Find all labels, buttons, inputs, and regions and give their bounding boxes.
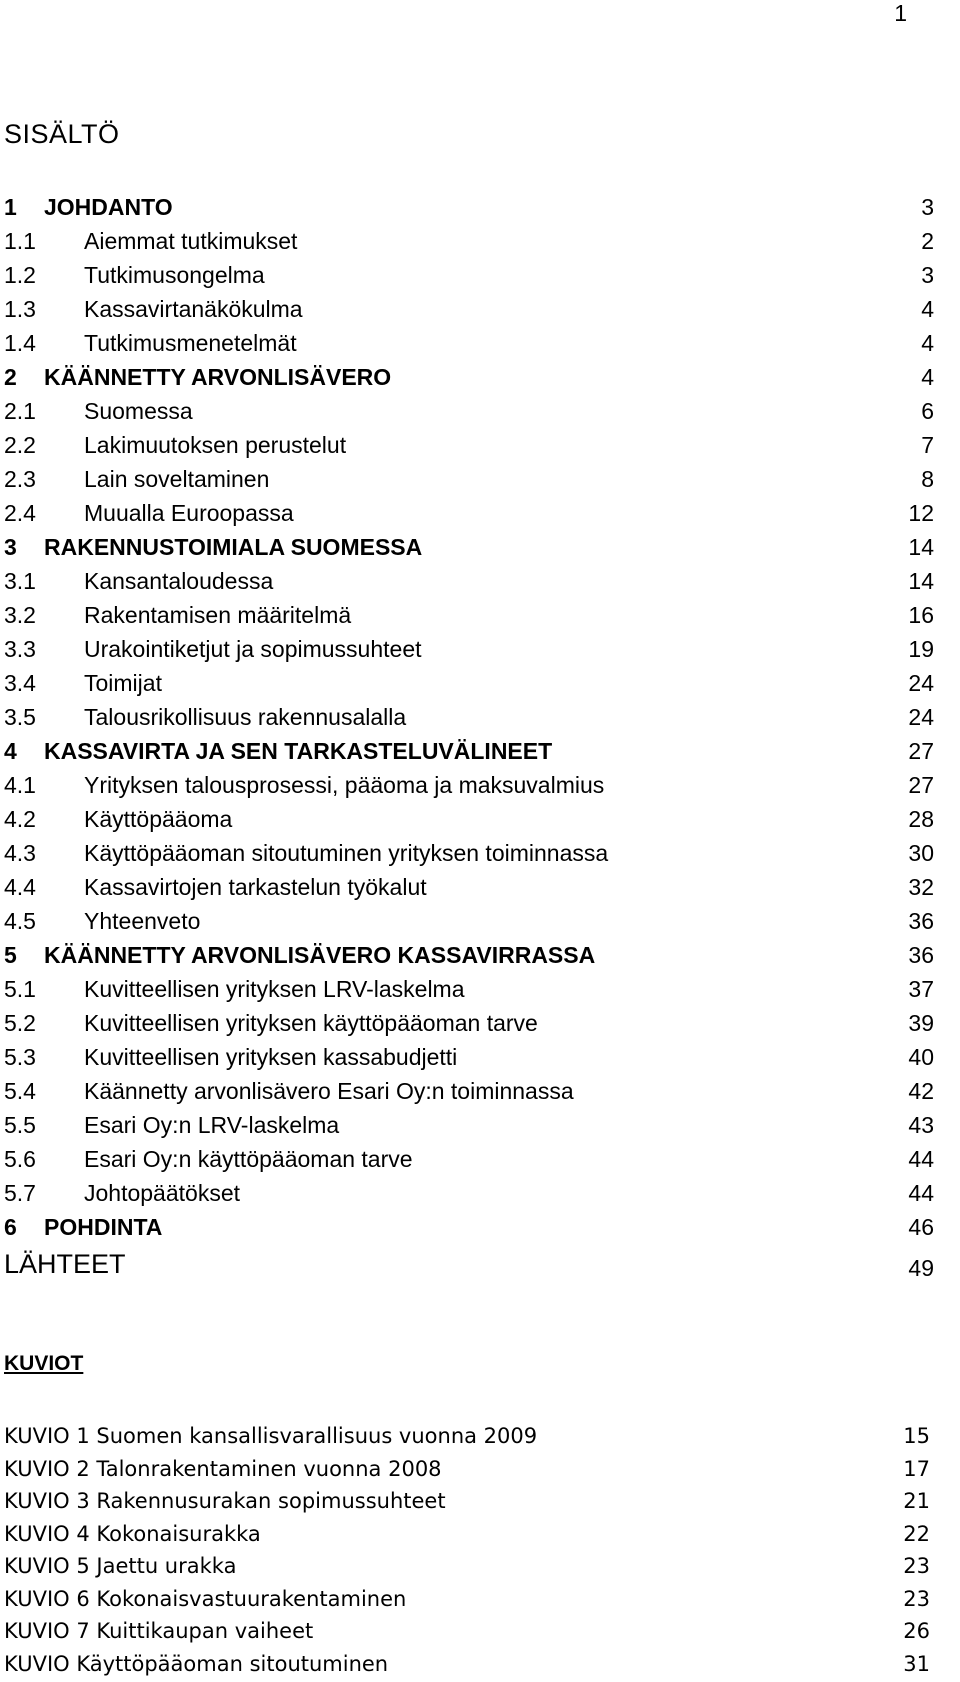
- toc-section-row[interactable]: [4, 258, 934, 292]
- toc-label: Tutkimusmenetelmät: [84, 330, 297, 356]
- toc-section-row[interactable]: [4, 224, 934, 258]
- toc-section-row[interactable]: [4, 496, 934, 530]
- toc-number: 5.1: [4, 976, 36, 1002]
- toc-number: 1: [4, 194, 17, 220]
- toc-label: Toimijat: [84, 670, 162, 696]
- toc-label: Kansantaloudessa: [84, 568, 274, 594]
- toc-number: 5.6: [4, 1146, 36, 1172]
- toc-page-number: 4: [921, 364, 934, 390]
- toc-references-label: LÄHTEET: [4, 1249, 126, 1279]
- figure-page-number: 23: [903, 1554, 930, 1578]
- toc-section-row[interactable]: [4, 1142, 934, 1176]
- toc-page-number: 37: [908, 976, 934, 1002]
- toc-page-number: 36: [908, 942, 934, 968]
- toc-page-number: 6: [921, 398, 934, 424]
- figure-list-row[interactable]: [4, 1583, 930, 1616]
- toc-number: 3.4: [4, 670, 36, 696]
- toc-section-row[interactable]: [4, 1176, 934, 1210]
- toc-page-number: 39: [908, 1010, 934, 1036]
- toc-page-number: 19: [908, 636, 934, 662]
- toc-references-row[interactable]: [4, 1244, 934, 1284]
- toc-page-number: 46: [908, 1214, 934, 1240]
- toc-label: Käyttöpääoman sitoutuminen yrityksen toiminnassa: [84, 840, 609, 866]
- toc-page-number: 3: [921, 262, 934, 288]
- toc-chapter-row[interactable]: [4, 190, 934, 224]
- figure-list-row[interactable]: [4, 1518, 930, 1551]
- figure-page-number: 15: [903, 1424, 930, 1448]
- figures-title: KUVIOT: [4, 1352, 84, 1375]
- figure-list-row[interactable]: [4, 1420, 930, 1453]
- toc-number: 2.4: [4, 500, 36, 526]
- figure-page-number: 22: [903, 1521, 930, 1546]
- toc-page-number: 44: [908, 1146, 934, 1172]
- toc-section-row[interactable]: [4, 598, 934, 632]
- toc-number: 4.1: [4, 772, 36, 798]
- toc-chapter-row[interactable]: [4, 1210, 934, 1244]
- toc-label: Rakentamisen määritelmä: [84, 602, 352, 628]
- toc-section-row[interactable]: [4, 836, 934, 870]
- toc-number: 2.1: [4, 398, 36, 424]
- toc-page-number: 14: [908, 568, 934, 594]
- toc-number: 5.5: [4, 1112, 36, 1138]
- toc-number: 5: [4, 942, 17, 968]
- toc-number: 4.2: [4, 806, 36, 832]
- toc-number: 5.7: [4, 1180, 36, 1206]
- toc-number: 3.2: [4, 602, 36, 628]
- toc-number: 1.4: [4, 330, 36, 356]
- table-of-contents: [4, 190, 934, 1284]
- toc-number: 3.5: [4, 704, 36, 730]
- toc-label: Suomessa: [84, 398, 193, 424]
- toc-chapter-row[interactable]: [4, 734, 934, 768]
- toc-page-number: 42: [908, 1078, 934, 1104]
- toc-label: Esari Oy:n LRV-laskelma: [84, 1112, 340, 1138]
- toc-number: 4.5: [4, 908, 36, 934]
- toc-page-number: 7: [921, 432, 934, 458]
- figure-page-number: 23: [903, 1586, 930, 1611]
- toc-label: Tutkimusongelma: [84, 262, 265, 288]
- figure-label: KUVIO 6 Kokonaisvastuurakentaminen: [4, 1586, 407, 1611]
- figure-label: KUVIO 2 Talonrakentaminen vuonna 2008: [4, 1456, 442, 1481]
- toc-label: Kassavirtojen tarkastelun työkalut: [84, 874, 427, 900]
- figure-page-number: 21: [903, 1489, 930, 1513]
- figure-label: KUVIO 7 Kuittikaupan vaiheet: [4, 1619, 314, 1643]
- figure-label: KUVIO 1 Suomen kansallisvarallisuus vuonna 2009: [4, 1424, 538, 1448]
- toc-section-row[interactable]: [4, 462, 934, 496]
- figure-list-row[interactable]: [4, 1485, 930, 1518]
- toc-page-number: 12: [908, 500, 934, 526]
- toc-number: 3.1: [4, 568, 36, 594]
- toc-section-row[interactable]: [4, 700, 934, 734]
- toc-section-row[interactable]: [4, 1006, 934, 1040]
- toc-label: Kassavirtanäkökulma: [84, 296, 303, 322]
- toc-number: 4.3: [4, 840, 36, 866]
- toc-label: KASSAVIRTA JA SEN TARKASTELUVÄLINEET: [44, 738, 553, 764]
- figure-page-number: 31: [903, 1651, 930, 1676]
- toc-page-number: 28: [908, 806, 934, 832]
- toc-section-row[interactable]: [4, 870, 934, 904]
- toc-chapter-row[interactable]: [4, 530, 934, 564]
- toc-section-row[interactable]: [4, 904, 934, 938]
- figure-label: KUVIO 4 Kokonaisurakka: [4, 1521, 261, 1546]
- toc-number: 1.1: [4, 228, 36, 254]
- toc-label: Yrityksen talousprosessi, pääoma ja maksuvalmius: [84, 772, 605, 798]
- figure-label: KUVIO 5 Jaettu urakka: [4, 1554, 237, 1578]
- toc-number: 4: [4, 738, 17, 764]
- toc-number: 6: [4, 1214, 17, 1240]
- toc-label: JOHDANTO: [44, 194, 173, 220]
- toc-title: SISÄLTÖ: [4, 119, 120, 149]
- toc-page-number: 2: [921, 228, 934, 254]
- toc-number: 1.3: [4, 296, 36, 322]
- toc-page-number: 43: [908, 1112, 934, 1138]
- toc-label: Kuvitteellisen yrityksen kassabudjetti: [84, 1044, 458, 1070]
- toc-section-row[interactable]: [4, 394, 934, 428]
- toc-page-number: 44: [908, 1180, 934, 1206]
- toc-page-number: 24: [908, 670, 934, 696]
- toc-section-row[interactable]: [4, 428, 934, 462]
- toc-label: Lain soveltaminen: [84, 466, 270, 492]
- figure-page-number: 17: [903, 1456, 930, 1481]
- toc-label: Muualla Euroopassa: [84, 500, 294, 526]
- toc-label: POHDINTA: [44, 1214, 163, 1240]
- toc-number: 3: [4, 534, 17, 560]
- toc-label: Kuvitteellisen yrityksen LRV-laskelma: [84, 976, 465, 1002]
- toc-page-number: 4: [921, 296, 934, 322]
- figure-list-row[interactable]: [4, 1453, 930, 1486]
- figure-page-number: 26: [903, 1619, 930, 1643]
- toc-page-number: 8: [921, 466, 934, 492]
- toc-page-number: 4: [921, 330, 934, 356]
- toc-section-row[interactable]: [4, 666, 934, 700]
- toc-label: Lakimuutoksen perustelut: [84, 432, 347, 458]
- toc-page-number: 36: [908, 908, 934, 934]
- toc-label: Talousrikollisuus rakennusalalla: [84, 704, 407, 730]
- toc-number: 5.4: [4, 1078, 36, 1104]
- toc-label: Esari Oy:n käyttöpääoman tarve: [84, 1146, 413, 1172]
- figure-label: KUVIO Käyttöpääoman sitoutuminen: [4, 1651, 389, 1676]
- toc-section-row[interactable]: [4, 972, 934, 1006]
- toc-number: 5.3: [4, 1044, 36, 1070]
- toc-number: 2.3: [4, 466, 36, 492]
- toc-section-row[interactable]: [4, 632, 934, 666]
- list-of-figures: [4, 1420, 930, 1680]
- toc-section-row[interactable]: [4, 1040, 934, 1074]
- figure-label: KUVIO 3 Rakennusurakan sopimussuhteet: [4, 1489, 446, 1513]
- toc-label: Johtopäätökset: [84, 1180, 241, 1206]
- toc-label: Kuvitteellisen yrityksen käyttöpääoman tarve: [84, 1010, 538, 1036]
- toc-label: RAKENNUSTOIMIALA SUOMESSA: [44, 534, 423, 560]
- toc-label: KÄÄNNETTY ARVONLISÄVERO: [44, 364, 392, 390]
- toc-label: Käännetty arvonlisävero Esari Oy:n toiminnassa: [84, 1078, 574, 1104]
- toc-label: Aiemmat tutkimukset: [84, 228, 298, 254]
- toc-page-number: 16: [908, 602, 934, 628]
- toc-section-row[interactable]: [4, 802, 934, 836]
- toc-number: 4.4: [4, 874, 36, 900]
- toc-page-number: 30: [908, 840, 934, 866]
- toc-number: 2: [4, 364, 17, 390]
- toc-page-number: 24: [908, 704, 934, 730]
- toc-page-number: 40: [908, 1044, 934, 1070]
- toc-chapter-row[interactable]: [4, 360, 934, 394]
- toc-label: Yhteenveto: [84, 908, 201, 934]
- toc-page-number: 3: [921, 194, 934, 220]
- toc-number: 5.2: [4, 1010, 36, 1036]
- toc-section-row[interactable]: [4, 326, 934, 360]
- toc-number: 3.3: [4, 636, 36, 662]
- figure-list-row[interactable]: [4, 1550, 930, 1583]
- toc-label: Käyttöpääoma: [84, 806, 233, 832]
- toc-number: 1.2: [4, 262, 36, 288]
- page-number: 1: [894, 0, 907, 26]
- toc-page-number: 27: [908, 772, 934, 798]
- figure-list-row[interactable]: [4, 1615, 930, 1648]
- toc-section-row[interactable]: [4, 1108, 934, 1142]
- toc-chapter-row[interactable]: [4, 938, 934, 972]
- toc-number: 2.2: [4, 432, 36, 458]
- toc-page-number: 14: [908, 534, 934, 560]
- toc-page-number: 27: [908, 738, 934, 764]
- toc-page-number: 32: [908, 874, 934, 900]
- figure-list-row[interactable]: [4, 1648, 930, 1681]
- toc-section-row[interactable]: [4, 564, 934, 598]
- toc-label: Urakointiketjut ja sopimussuhteet: [84, 636, 422, 662]
- toc-section-row[interactable]: [4, 1074, 934, 1108]
- toc-page-number: 49: [908, 1255, 934, 1281]
- toc-label: KÄÄNNETTY ARVONLISÄVERO KASSAVIRRASSA: [44, 942, 596, 968]
- toc-section-row[interactable]: [4, 292, 934, 326]
- toc-section-row[interactable]: [4, 768, 934, 802]
